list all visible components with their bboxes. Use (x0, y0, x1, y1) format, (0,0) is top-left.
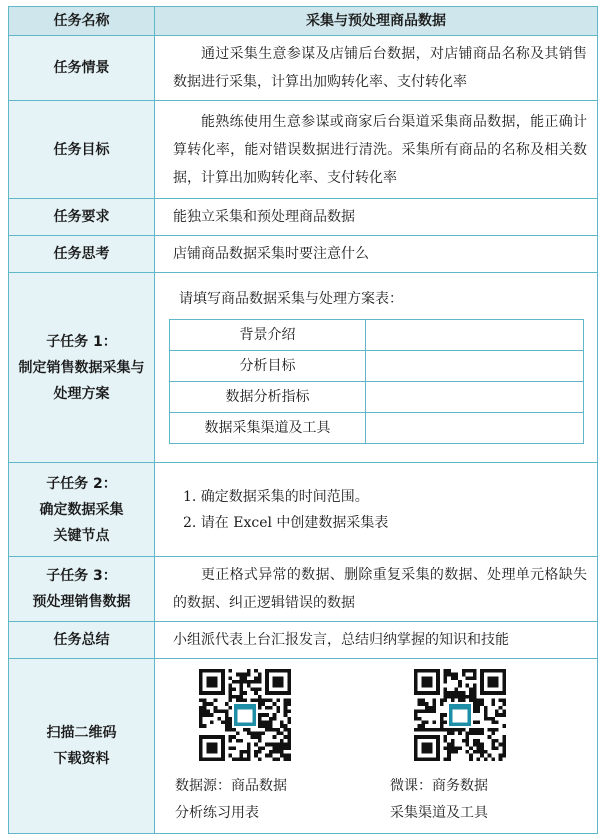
subtask3-label-line2: 预处理销售数据 (32, 594, 131, 610)
header-label: 任务名称 (9, 7, 155, 36)
plan-row (170, 413, 584, 444)
qr-block-dataset (175, 669, 382, 827)
plan-key: 数据采集渠道及工具 (170, 413, 366, 444)
summary-row (9, 622, 598, 659)
qr-caption-line1: 数据源：商品数据 (175, 778, 287, 794)
subtask2-label-line2: 确定数据采集 (39, 501, 124, 518)
subtask3-label (9, 557, 155, 622)
goal-text: 能熟练使用生意参谋或商家后台渠道采集商品数据，能正确计算转化率，能对错误数据进行清洗。采集所有商品的名称及相关数据，计算出加购转化率、支付转化率 (155, 101, 598, 199)
plan-row (170, 382, 584, 413)
subtask1-intro: 请填写商品数据采集与处理方案表： (179, 291, 403, 307)
plan-key: 分析目标 (170, 351, 366, 382)
subtask2-row (9, 463, 598, 557)
list-item: 1. 确定数据采集的时间范围。 (183, 488, 369, 505)
qr-row (9, 659, 598, 834)
thinking-text: 店铺商品数据采集时要注意什么 (155, 236, 598, 273)
qr-caption-line2: 采集渠道及工具 (390, 805, 488, 821)
qr-code-icon[interactable] (414, 669, 506, 761)
plan-value-field[interactable] (366, 413, 584, 444)
plan-value-field[interactable] (366, 320, 584, 351)
qr-label-line1: 扫描二维码 (46, 725, 117, 741)
step-list (173, 484, 587, 536)
plan-value-field[interactable] (366, 382, 584, 413)
qr-block-microcourse (390, 669, 597, 827)
subtask1-label-line1: 子任务 1： (46, 333, 117, 350)
requirement-text: 能独立采集和预处理商品数据 (155, 199, 598, 236)
plan-table (169, 319, 584, 444)
requirement-row (9, 199, 598, 236)
task-table (8, 6, 598, 834)
plan-key: 背景介绍 (170, 320, 366, 351)
list-item: 2. 请在 Excel 中创建数据采集表 (183, 514, 389, 531)
subtask1-label (9, 273, 155, 463)
subtask2-content (155, 463, 598, 557)
qr-wrap (155, 659, 597, 833)
subtask3-text: 更正格式异常的数据、删除重复采集的数据、处理单元格缺失的数据、纠正逻辑错误的数据 (155, 557, 598, 622)
goal-label: 任务目标 (9, 101, 155, 199)
plan-value-field[interactable] (366, 351, 584, 382)
subtask3-row (9, 557, 598, 622)
subtask1-label-line2: 制定销售数据采集与 (18, 359, 145, 376)
thinking-row (9, 236, 598, 273)
plan-row (170, 351, 584, 382)
plan-key: 数据分析指标 (170, 382, 366, 413)
thinking-label: 任务思考 (9, 236, 155, 273)
qr-caption-line2: 分析练习用表 (175, 805, 259, 821)
qr-caption-line1: 微课：商务数据 (390, 778, 488, 794)
goal-row (9, 101, 598, 199)
subtask3-label-line1: 子任务 3： (46, 568, 117, 584)
summary-text: 小组派代表上台汇报发言，总结归纳掌握的知识和技能 (155, 622, 598, 659)
situation-text: 通过采集生意参谋及店铺后台数据，对店铺商品名称及其销售数据进行采集，计算出加购转化率、支付转化率 (155, 36, 598, 101)
subtask1-row (9, 273, 598, 463)
task-name: 采集与预处理商品数据 (155, 7, 598, 36)
subtask1-content (155, 273, 598, 463)
subtask2-label-line3: 关键节点 (53, 527, 110, 544)
plan-row (170, 320, 584, 351)
qr-caption (175, 773, 382, 827)
header-row (9, 7, 598, 36)
qr-label-line2: 下载资料 (53, 751, 110, 767)
situation-row (9, 36, 598, 101)
requirement-label: 任务要求 (9, 199, 155, 236)
qr-label (9, 659, 155, 834)
subtask2-label (9, 463, 155, 557)
qr-caption (390, 773, 597, 827)
subtask1-label-line3: 处理方案 (53, 385, 110, 402)
summary-label: 任务总结 (9, 622, 155, 659)
subtask2-label-line1: 子任务 2： (46, 475, 117, 492)
qr-content (155, 659, 598, 834)
situation-label: 任务情景 (9, 36, 155, 101)
qr-code-icon[interactable] (199, 669, 291, 761)
